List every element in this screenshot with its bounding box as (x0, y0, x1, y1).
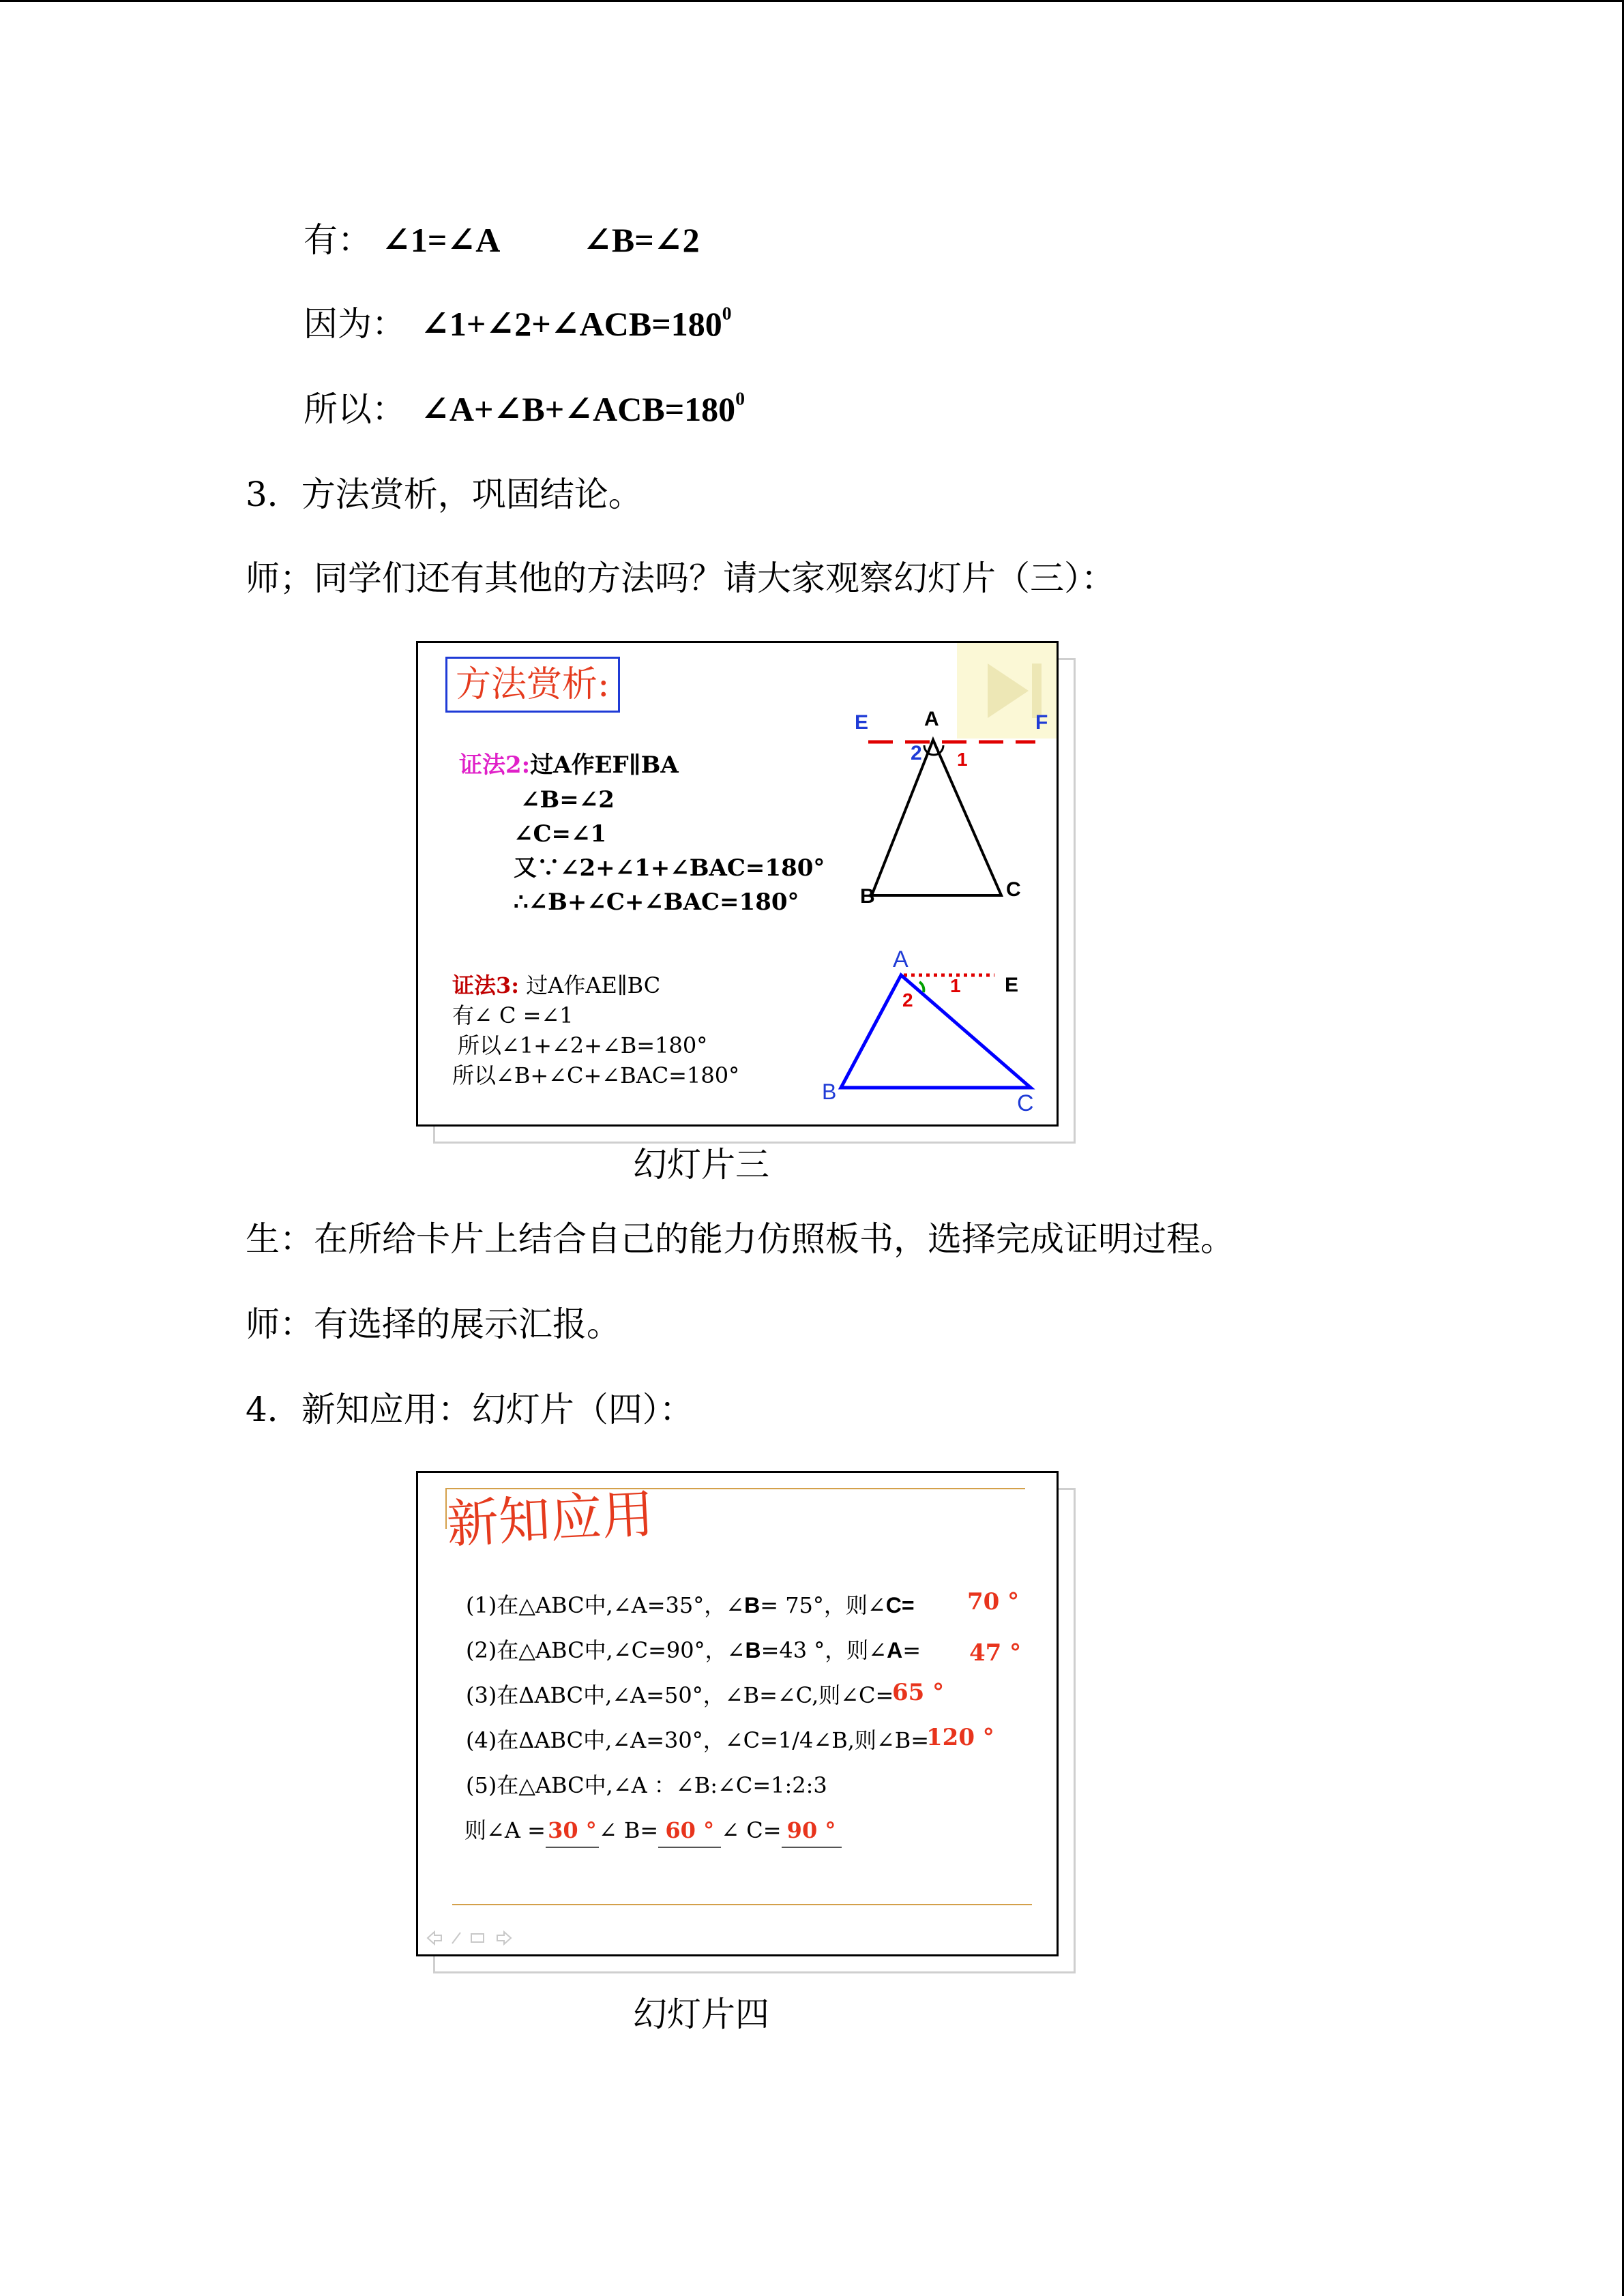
q5b-a2: 60 ° (658, 1814, 721, 1848)
question-3: (3)在ΔABC中,∠A=50°，∠B=∠C,则∠C= (466, 1682, 894, 1708)
tri1-label-a: A (924, 708, 939, 730)
proof-3-line-1: 有∠ C =∠1 (452, 1002, 574, 1028)
q3-answer: 65 ° (892, 1679, 945, 1706)
question-1 (466, 1589, 915, 1622)
q1-bold-2: C= (885, 1593, 915, 1617)
tri1-label-1: 1 (957, 749, 968, 770)
prev-slide-icon (428, 1932, 441, 1944)
slide-nav-controls (425, 1928, 527, 1949)
line-2-prefix: 因为： (304, 304, 406, 344)
line-3-math (421, 387, 745, 431)
tri1-label-b: B (860, 885, 875, 908)
teacher-line-2: 师：有选择的展示汇报。 (246, 1304, 621, 1344)
question-4: (4)在ΔABC中,∠A=30°，∠C=1/4∠B,则∠B= (466, 1727, 930, 1753)
next-slide-icon (497, 1932, 511, 1944)
line-3-sup: 0 (735, 387, 745, 409)
tri2-label-e: E (1005, 974, 1019, 996)
q4-answer: 120 ° (926, 1724, 994, 1751)
q5b-a3: 90 ° (782, 1814, 842, 1848)
tri1-label-e: E (855, 711, 869, 734)
step-4-heading: 4．新知应用：幻灯片（四）： (246, 1390, 694, 1429)
tri2-label-2: 2 (902, 989, 913, 1011)
student-line: 生：在所给卡片上结合自己的能力仿照板书，选择完成证明过程。 (246, 1219, 1235, 1259)
proof-2-line-1: ∠B=∠2 (520, 786, 615, 814)
q2-bold-2: A (887, 1638, 903, 1663)
line-2-sup: 0 (722, 302, 732, 324)
line-2-math-text: ∠1+∠2+∠ACB=180 (421, 305, 722, 343)
slide-3-caption: 幻灯片三 (633, 1145, 769, 1184)
q1-answer: 70 ° (967, 1588, 1020, 1615)
line-2-math (421, 302, 731, 346)
triangle-abc-2 (841, 975, 1031, 1088)
slide-4-title: 新知应用 (445, 1483, 655, 1555)
tri2-label-b: B (822, 1079, 837, 1104)
slide-3-title: 方法赏析: (445, 657, 620, 713)
line-1-math-2: ∠B=∠2 (583, 221, 700, 259)
line-2 (304, 302, 406, 346)
proof-3-intro: 过A作AE∥BC (526, 972, 661, 998)
proof-2-line-3: 又∵∠2+∠1+∠BAC=180° (514, 854, 825, 882)
tri1-label-2: 2 (911, 742, 922, 764)
proof-2-label: 证法2: (459, 751, 531, 779)
line-1-prefix: 有： (304, 220, 372, 260)
tri2-label-1: 1 (950, 975, 961, 996)
proof-2-line-4: ∴∠B+∠C+∠BAC=180° (514, 889, 799, 916)
line-3 (304, 387, 406, 431)
proof-3-line-2: 所以∠1+∠2+∠B=180° (458, 1032, 708, 1058)
line-1-math-1: ∠1=∠A (382, 221, 501, 259)
q5b-p3: ∠ C= (721, 1817, 782, 1843)
q5b-p2: ∠ B= (598, 1817, 659, 1843)
tri2-label-a: A (893, 946, 909, 972)
q2-answer: 47 ° (969, 1639, 1022, 1667)
question-2 (466, 1634, 921, 1667)
q2-mid: =43 °，则∠ (761, 1637, 887, 1663)
proof-2-intro: 过A作EF∥BA (530, 751, 679, 779)
q1-bold-1: B (744, 1593, 761, 1617)
pen-icon (452, 1933, 460, 1943)
q2-tail: = (902, 1637, 921, 1663)
line-3-math-text: ∠A+∠B+∠ACB=180 (421, 390, 736, 428)
teacher-line-1: 师；同学们还有其他的方法吗？请大家观察幻灯片（三）： (246, 558, 1115, 598)
line-1 (304, 218, 372, 262)
q2-bold-1: B (745, 1638, 761, 1663)
tri1-label-f: F (1035, 711, 1048, 734)
q1-mid: = 75°，则∠ (760, 1592, 886, 1618)
triangle-diagram-2 (418, 643, 1057, 1124)
page-top-border (0, 0, 1624, 2)
question-5: (5)在△ABC中,∠A ：∠B:∠C=1:2:3 (466, 1772, 827, 1798)
tri2-label-c: C (1017, 1090, 1034, 1116)
q1-text: (1)在△ABC中,∠A=35°，∠ (466, 1592, 745, 1618)
slide-4 (416, 1471, 1059, 1956)
proof-3-label: 证法3: (452, 972, 520, 998)
q5b-a1: 30 ° (546, 1814, 599, 1848)
proof-3-line-3: 所以∠B+∠C+∠BAC=180° (452, 1062, 740, 1088)
step-3-heading: 3．方法赏析，巩固结论。 (246, 475, 643, 514)
q2-text: (2)在△ABC中,∠C=90°，∠ (466, 1637, 745, 1663)
slide-4-bottom-rule (452, 1904, 1032, 1905)
slide-3 (416, 641, 1059, 1127)
slide-4-caption: 幻灯片四 (633, 1995, 769, 2034)
question-5-answers (464, 1814, 842, 1848)
line-3-prefix: 所以： (304, 389, 406, 429)
tri1-label-c: C (1006, 878, 1021, 901)
q5b-p1: 则∠A = (464, 1817, 546, 1843)
menu-icon (471, 1934, 484, 1942)
proof-2-line-2: ∠C=∠1 (514, 820, 607, 848)
